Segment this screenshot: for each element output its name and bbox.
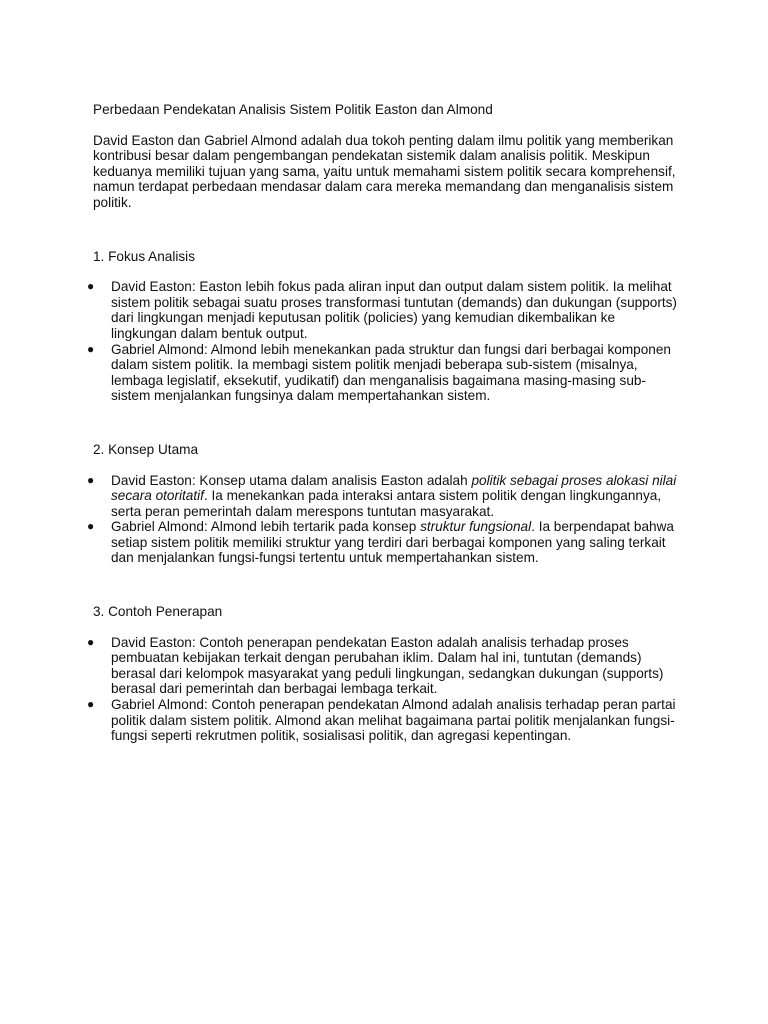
bullet-list	[87, 634, 683, 744]
list-item	[87, 472, 683, 520]
bullet-icon: ●	[87, 634, 95, 649]
italic-phrase: politik sebagai proses alokasi nilai secara otoritatif	[111, 472, 677, 504]
italic-phrase: struktur fungsional	[420, 519, 532, 535]
list-item-text: Gabriel Almond: Almond lebih menekankan pada struktur dan fungsi dari berbagai komponen dalam sistem politik. Ia membagi sistem politik menjadi beberapa sub-sistem (misalnya, lembaga legislatif, eksekutif, yudikatif) dan menganalisis bagaimana masing-masing sub-sistem menjalankan fungsinya dalam mempertahankan sistem.	[111, 341, 671, 404]
list-item-text: Gabriel Almond: Contoh penerapan pendekatan Almond adalah analisis terhadap peran partai politik dalam sistem politik. Almond akan melihat bagaimana partai politik menjalankan fungsi-fungsi seperti rekrutmen politik, sosialisasi politik, dan agregasi kepentingan.	[111, 697, 676, 744]
list-item	[87, 697, 683, 744]
section-heading: 3. Contoh Penerapan	[93, 604, 223, 620]
bullet-icon: ●	[87, 279, 95, 294]
bullet-icon: ●	[87, 341, 95, 356]
list-item-text-part: Gabriel Almond: Almond lebih tertarik pada konsep	[111, 519, 421, 535]
list-item-text: David Easton: Easton lebih fokus pada aliran input dan output dalam sistem politik. Ia melihat sistem politik sebagai suatu proses transformasi tuntutan (demands) dan dukungan (supports) dari lingkungan menjadi keputusan politik (policies) yang kemudian dikembalikan ke lingkungan dalam bentuk output.	[111, 279, 677, 341]
bullet-list	[87, 472, 683, 567]
document-page	[87, 102, 683, 744]
section-konsep-utama	[87, 441, 683, 566]
list-item-text: David Easton: Contoh penerapan pendekatan Easton adalah analisis terhadap proses pembuatan kebijakan terkait dengan perubahan iklim. Dalam hal ini, tuntutan (demands) berasal dari kelompok masyarakat yang peduli lingkungan, sedangkan dukungan (supports) berasal dari pemerintah dan berbagai lembaga terkait.	[111, 634, 664, 697]
list-item-text	[111, 473, 676, 519]
list-item	[87, 634, 683, 697]
bullet-list	[87, 279, 683, 404]
section-contoh-penerapan	[87, 604, 683, 744]
list-item-text	[111, 519, 674, 565]
list-item	[87, 279, 683, 341]
list-item	[87, 341, 683, 404]
intro-paragraph: David Easton dan Gabriel Almond adalah dua tokoh penting dalam ilmu politik yang memberikan kontribusi besar dalam pengembangan pendekatan sistemik dalam analisis politik. Meskipun keduanya memiliki tujuan yang sama, yaitu untuk memahami sistem politik secara komprehensif, namun terdapat perbedaan mendasar dalam cara mereka memandang dan menganalisis sistem politik.	[93, 132, 676, 210]
list-item-text-part: David Easton: Konsep utama dalam analisis Easton adalah	[111, 472, 472, 488]
list-item	[87, 519, 683, 566]
section-heading: 2. Konsep Utama	[93, 441, 199, 457]
section-fokus-analisis	[87, 248, 683, 404]
bullet-icon: ●	[87, 519, 95, 534]
list-item-text-part: . Ia menekankan pada interaksi antara sistem politik dengan lingkungannya, serta peran pemerintah dalam merespons tuntutan masyarakat.	[111, 488, 662, 519]
list-item-text-part: . Ia berpendapat bahwa setiap sistem politik memiliki struktur yang terdiri dari berbagai komponen yang saling terkait dan menjalankan fungsi-fungsi tertentu untuk mempertahankan sistem.	[111, 519, 674, 566]
bullet-icon: ●	[87, 697, 95, 712]
bullet-icon: ●	[87, 472, 95, 487]
section-heading: 1. Fokus Analisis	[93, 248, 195, 264]
document-title: Perbedaan Pendekatan Analisis Sistem Politik Easton dan Almond	[93, 102, 493, 117]
